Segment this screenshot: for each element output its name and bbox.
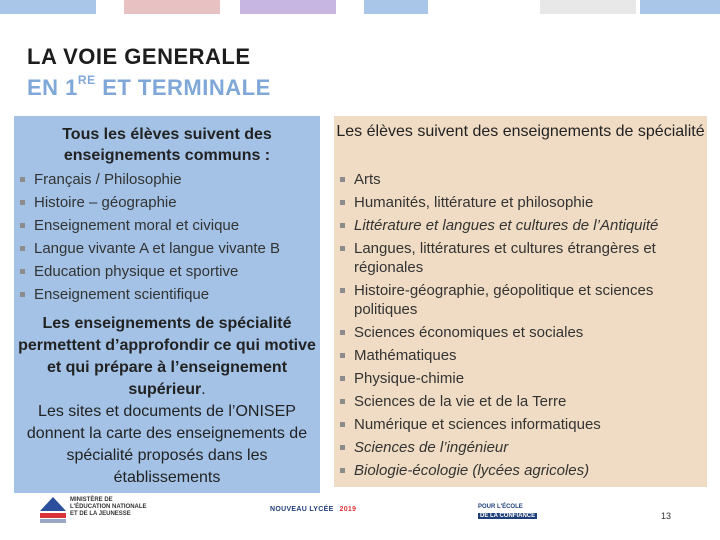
bullet-icon xyxy=(20,200,25,205)
bullet-icon xyxy=(340,330,345,335)
top-color-strip xyxy=(540,0,636,14)
list-item: Education physique et sportive xyxy=(18,262,318,281)
list-item: Sciences de l’ingénieur xyxy=(338,438,698,457)
list-item: Physique-chimie xyxy=(338,369,698,388)
nouveau-lycee-logo: NOUVEAU LYCÉE 2019 xyxy=(270,506,357,513)
slide-title-line2: EN 1RE ET TERMINALE xyxy=(27,73,271,100)
list-item: Enseignement moral et civique xyxy=(18,216,318,235)
top-color-strip xyxy=(0,0,96,14)
list-item: Sciences de la vie et de la Terre xyxy=(338,392,698,411)
list-item: Enseignement scientifique xyxy=(18,285,318,304)
list-item: Biologie-écologie (lycées agricoles) xyxy=(338,461,698,480)
bullet-icon xyxy=(340,468,345,473)
list-item: Histoire – géographie xyxy=(18,193,318,212)
bullet-icon xyxy=(20,269,25,274)
list-item: Langue vivante A et langue vivante B xyxy=(18,239,318,258)
specialty-note: Les enseignements de spécialité permettent d’approfondir ce qui motive et qui prépare à l’enseignement supérieur. Les sites et documents de l’ONISEP donnent la carte des enseignements de spécialité proposés dans les établissements xyxy=(18,315,316,486)
top-color-strip xyxy=(124,0,220,14)
bullet-icon xyxy=(340,376,345,381)
specialty-courses-list xyxy=(338,170,698,484)
bullet-icon xyxy=(20,177,25,182)
bullet-icon xyxy=(340,399,345,404)
top-color-strip xyxy=(640,0,720,14)
list-item: Arts xyxy=(338,170,698,189)
top-color-strip xyxy=(240,0,336,14)
list-item: Langues, littératures et cultures étrangères et régionales xyxy=(338,239,698,277)
bullet-icon xyxy=(340,246,345,251)
specialty-courses-heading: Les élèves suivent des enseignements de spécialité xyxy=(336,123,705,140)
bullet-icon xyxy=(340,177,345,182)
list-item: Humanités, littérature et philosophie xyxy=(338,193,698,212)
ministry-label: MINISTÈRE DE L'ÉDUCATION NATIONALE ET DE LA JEUNESSE xyxy=(70,497,147,517)
bullet-icon xyxy=(340,288,345,293)
bullet-icon xyxy=(340,353,345,358)
list-item: Numérique et sciences informatiques xyxy=(338,415,698,434)
bullet-icon xyxy=(340,200,345,205)
page-number: 13 xyxy=(661,511,672,521)
common-courses-heading: Tous les élèves suivent des enseignements communs : xyxy=(62,126,272,164)
list-item: Histoire-géographie, géopolitique et sciences politiques xyxy=(338,281,698,319)
top-color-strip xyxy=(364,0,428,14)
common-courses-list xyxy=(18,170,318,308)
republic-logo-icon xyxy=(40,495,66,525)
list-item: Littérature et langues et cultures de l’Antiquité xyxy=(338,216,698,235)
bullet-icon xyxy=(20,223,25,228)
bullet-icon xyxy=(340,223,345,228)
bullet-icon xyxy=(20,246,25,251)
list-item: Sciences économiques et sociales xyxy=(338,323,698,342)
bullet-icon xyxy=(340,445,345,450)
list-item: Français / Philosophie xyxy=(18,170,318,189)
ecole-confiance-logo: POUR L'ÉCOLE DE LA CONFIANCE xyxy=(478,504,536,519)
list-item: Mathématiques xyxy=(338,346,698,365)
bullet-icon xyxy=(340,422,345,427)
slide-title-line1: LA VOIE GENERALE xyxy=(27,44,251,69)
bullet-icon xyxy=(20,292,25,297)
